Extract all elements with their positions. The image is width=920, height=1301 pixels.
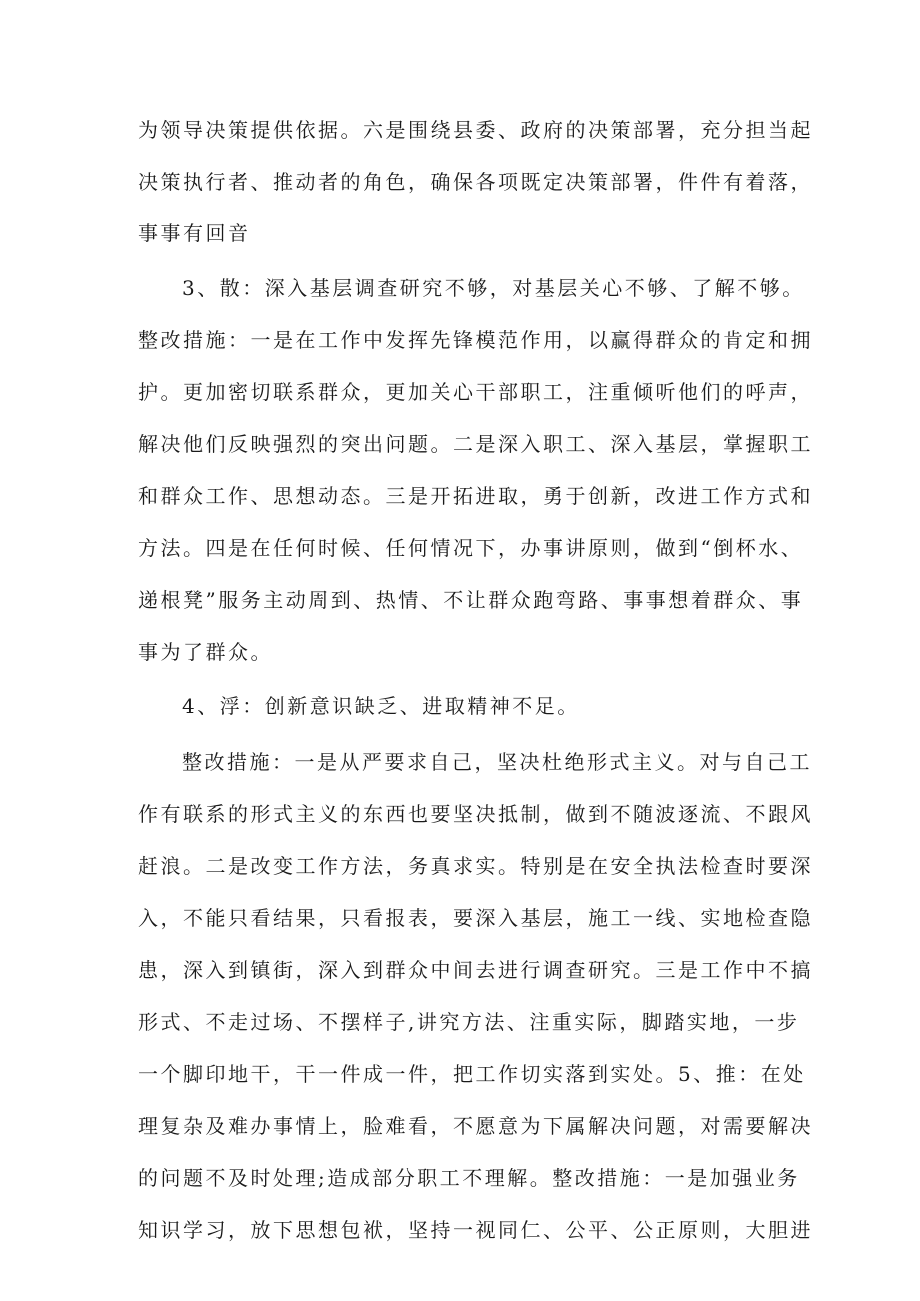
text-line: 3、散：深入基层调查研究不够，对基层关心不够、了解不够。	[182, 276, 805, 300]
text-line: 理复杂及难办事情上，脸难看，不愿意为下属解决问题，对需要解决	[138, 1114, 813, 1138]
text-line: 整改措施：一是在工作中发挥先锋模范作用，以赢得群众的肯定和拥	[138, 328, 813, 352]
text-line: 事事有回音	[138, 221, 251, 245]
text-line: 形式、不走过场、不摆样子,讲究方法、注重实际，脚踏实地，一步	[138, 1010, 800, 1034]
text-line: 事为了群众。	[138, 640, 273, 664]
text-line: 作有联系的形式主义的东西也要坚决抵制，做到不随波逐流、不跟风	[138, 802, 813, 826]
text-line: 的问题不及时处理;造成部分职工不理解。整改措施：一是加强业务	[138, 1166, 800, 1190]
text-line: 一个脚印地干，干一件成一件，把工作切实落到实处。5、推：在处	[138, 1062, 806, 1086]
text-line: 递根凳”服务主动周到、热情、不让群众跑弯路、事事想着群众、事	[138, 588, 804, 612]
text-line: 决策执行者、推动者的角色，确保各项既定决策部署，件件有着落，	[138, 170, 813, 194]
text-line: 护。更加密切联系群众，更加关心干部职工，注重倾听他们的呼声，	[138, 380, 813, 404]
text-line: 4、浮：创新意识缺乏、进取精神不足。	[182, 694, 580, 718]
text-line: 入，不能只看结果，只看报表，要深入基层，施工一线、实地检查隐	[138, 906, 813, 930]
text-line: 整改措施：一是从严要求自己，坚决杜绝形式主义。对与自己工	[182, 750, 812, 774]
text-line: 患，深入到镇街，深入到群众中间去进行调查研究。三是工作中不搞	[138, 958, 813, 982]
text-line: 为领导决策提供依据。六是围绕县委、政府的决策部署，充分担当起	[138, 118, 813, 142]
text-line: 知识学习，放下思想包袱，坚持一视同仁、公平、公正原则，大胆进	[138, 1218, 813, 1242]
text-line: 解决他们反映强烈的突出问题。二是深入职工、深入基层，掌握职工	[138, 432, 813, 456]
text-line: 和群众工作、思想动态。三是开拓进取，勇于创新，改进工作方式和	[138, 484, 813, 508]
text-line: 方法。四是在任何时候、任何情况下，办事讲原则，做到“倒杯水、	[138, 536, 804, 560]
text-line: 赶浪。二是改变工作方法，务真求实。特别是在安全执法检查时要深	[138, 854, 813, 878]
